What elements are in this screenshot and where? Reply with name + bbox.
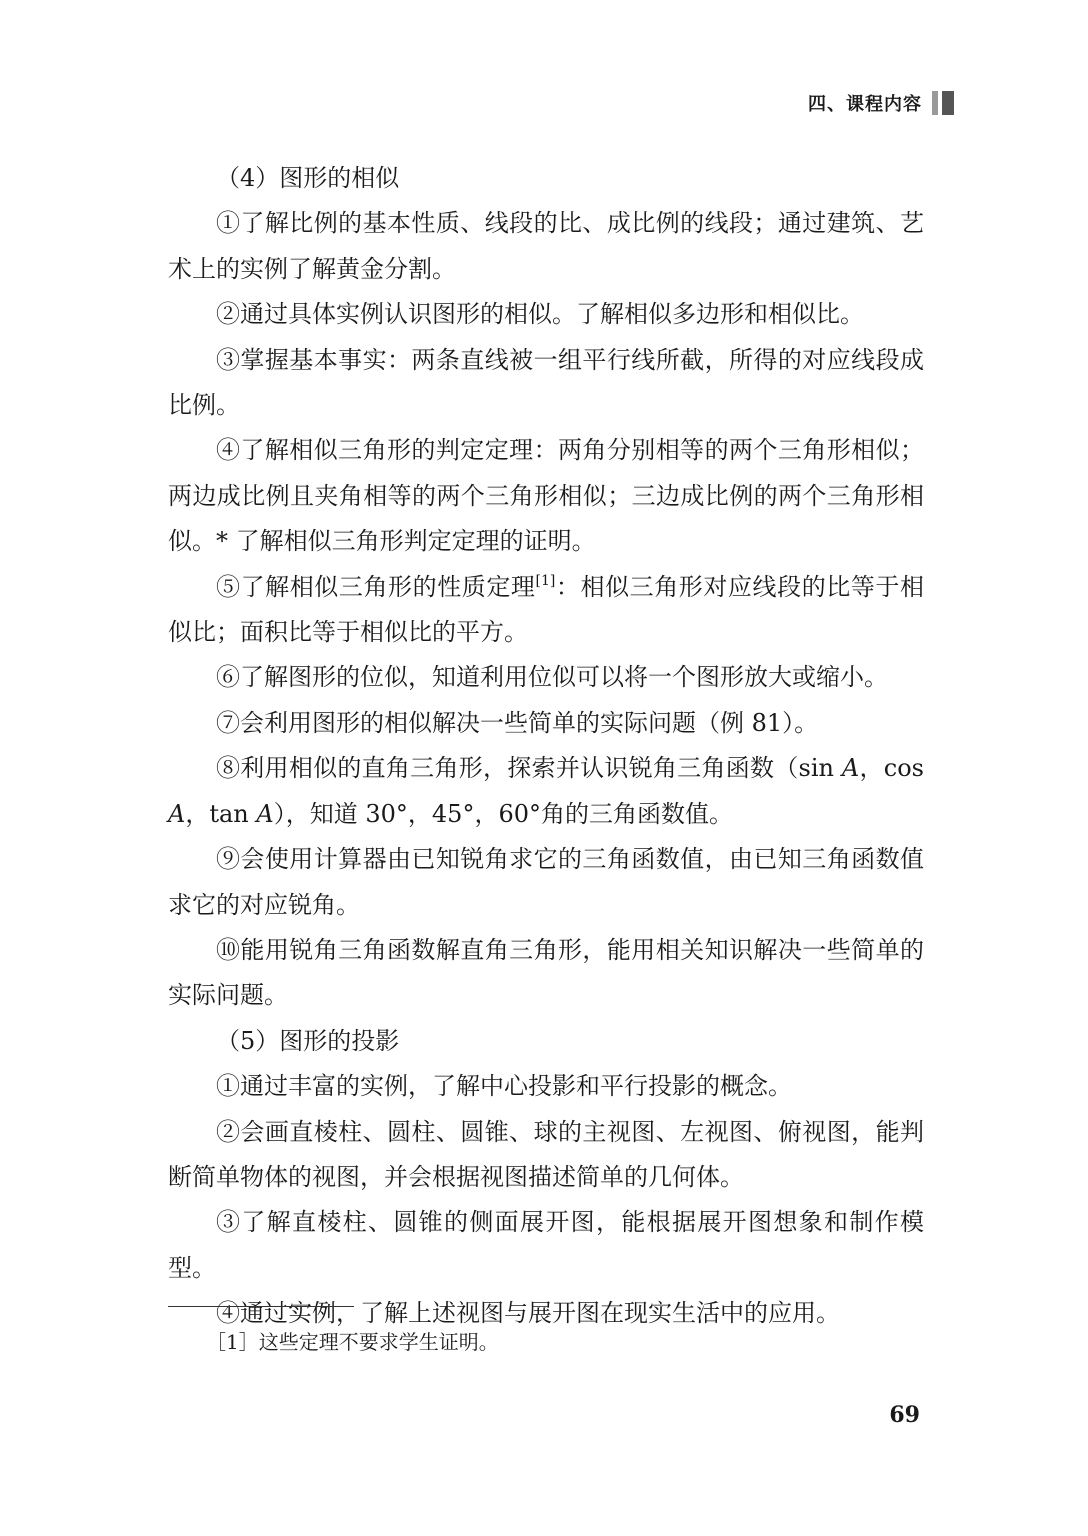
paragraph-12: ②会画直棱柱、圆柱、圆锥、球的主视图、左视图、俯视图，能判断简单物体的视图，并会根据视图描述简单的几何体。 (168, 1117, 924, 1191)
page-body (168, 156, 924, 1337)
footnote: ［1］这些定理不要求学生证明。 (206, 1330, 499, 1354)
header-bar-thin (932, 91, 938, 115)
footnote-divider (168, 1306, 354, 1307)
header-bar-mark (932, 91, 954, 115)
running-header (808, 90, 954, 116)
paragraph-7: ⑦会利用图形的相似解决一些简单的实际问题（例 81）。 (216, 708, 819, 737)
paragraph-5 (168, 565, 924, 656)
section-heading-projection: （5）图形的投影 (216, 1026, 400, 1055)
paragraph-8-text-b: ，cos (859, 754, 924, 783)
paragraph-13: ③了解直棱柱、圆锥的侧面展开图，能根据展开图想象和制作模型。 (168, 1208, 924, 1282)
paragraph-8-text-a: ⑧利用相似的直角三角形，探索并认识锐角三角函数（sin (216, 754, 842, 783)
math-var-a-1: A (841, 754, 860, 783)
paragraph-14: ④通过实例，了解上述视图与展开图在现实生活中的应用。 (216, 1299, 840, 1328)
paragraph-10: ⑩能用锐角三角函数解直角三角形，能用相关知识解决一些简单的实际问题。 (168, 935, 924, 1010)
header-title: 四、课程内容 (808, 94, 922, 115)
math-var-a-3: A (256, 799, 274, 828)
paragraph-11: ①通过丰富的实例，了解中心投影和平行投影的概念。 (216, 1072, 792, 1101)
paragraph-5-text-b: ：相似三角形对应线段的比等于相似比；面积比等于相似比的平方。 (168, 572, 924, 647)
paragraph-4: ④了解相似三角形的判定定理：两角分别相等的两个三角形相似；两边成比例且夹角相等的两个三角形相似；三边成比例的两个三角形相似。* 了解相似三角形判定定理的证明。 (168, 436, 924, 556)
header-bar-thick (942, 91, 954, 115)
paragraph-8-text-d: ），知道 30°，45°，60°角的三角函数值。 (273, 799, 733, 828)
paragraph-1: ①了解比例的基本性质、线段的比、成比例的线段；通过建筑、艺术上的实例了解黄金分割。 (168, 209, 924, 283)
paragraph-2: ②通过具体实例认识图形的相似。了解相似多边形和相似比。 (216, 300, 864, 329)
paragraph-9: ⑨会使用计算器由已知锐角求它的三角函数值，由已知三角函数值求它的对应锐角。 (168, 845, 924, 919)
paragraph-3: ③掌握基本事实：两条直线被一组平行线所截，所得的对应线段成比例。 (168, 345, 924, 420)
paragraph-8-text-c: ，tan (185, 799, 257, 828)
page-number: 69 (889, 1402, 920, 1428)
paragraph-8 (168, 746, 924, 837)
section-heading-similarity: （4）图形的相似 (216, 164, 400, 192)
paragraph-6: ⑥了解图形的位似，知道利用位似可以将一个图形放大或缩小。 (216, 663, 888, 692)
paragraph-5-text-a: ⑤了解相似三角形的性质定理 (216, 572, 536, 601)
footnote-ref: [1] (535, 572, 556, 589)
math-var-a-2: A (168, 799, 186, 828)
